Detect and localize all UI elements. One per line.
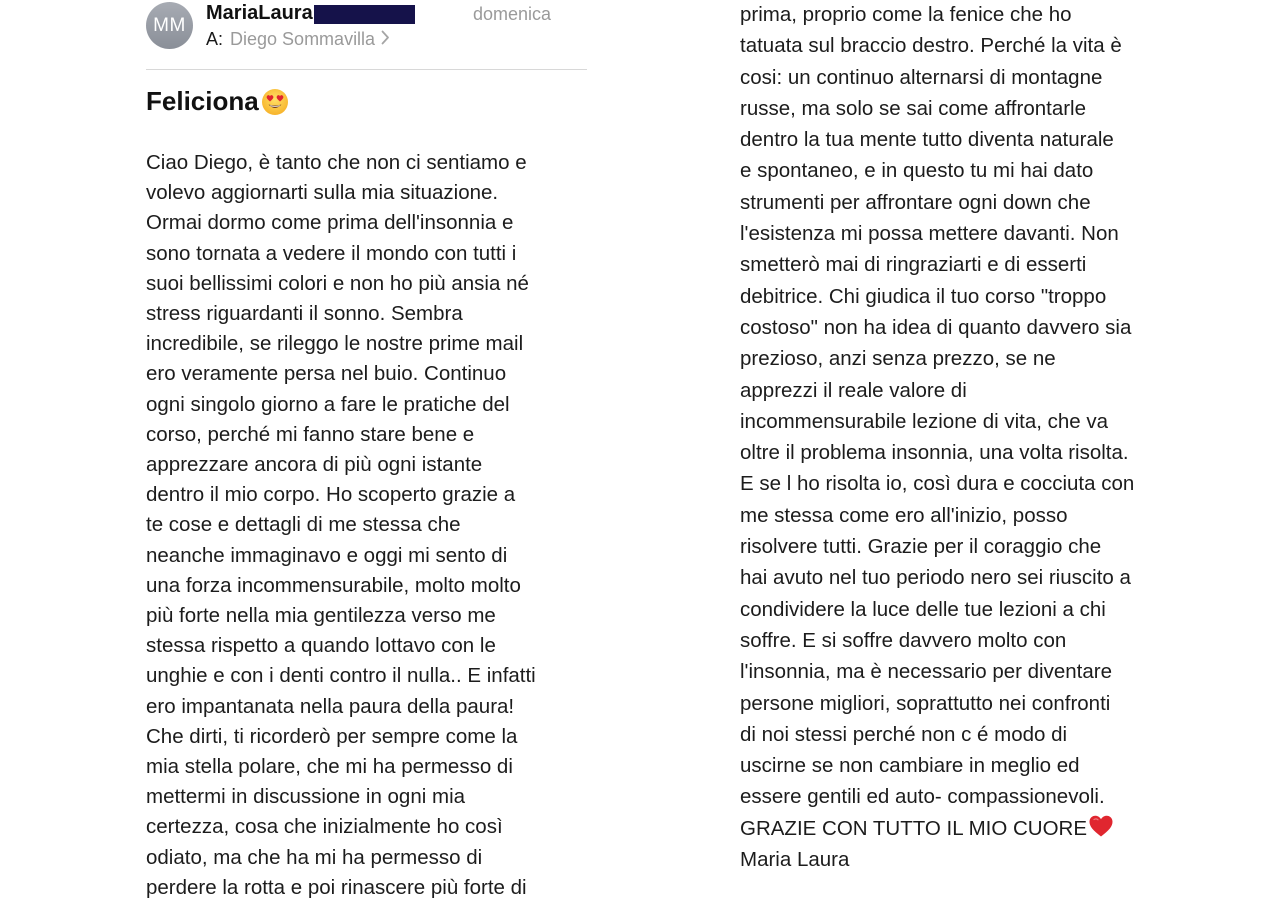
body-line: ero impantanata nella paura della paura!: [146, 694, 515, 718]
chevron-right-icon[interactable]: [381, 29, 390, 50]
closing-text: GRAZIE CON TUTTO IL MIO CUORE: [740, 816, 1088, 840]
signature: Maria Laura: [740, 848, 850, 872]
body-line: l'esistenza mi possa mettere davanti. Non: [740, 222, 1119, 246]
body-line: Che dirti, ti ricorderò per sempre come la: [146, 724, 518, 748]
body-line: hai avuto nel tuo periodo nero sei riuscito a: [740, 566, 1131, 590]
body-line: apprezzi il reale valore di: [740, 378, 967, 402]
sender-name-row: [206, 2, 415, 24]
body-line: debitrice. Chi giudica il tuo corso "troppo: [740, 284, 1107, 308]
body-line: te cose e dettagli di me stessa che: [146, 513, 461, 537]
email-body-right-column: [740, 0, 1134, 875]
body-line: corso, perché mi fanno stare bene e: [146, 422, 475, 446]
body-line: di noi stessi perché non c é modo di: [740, 722, 1068, 746]
recipient-name[interactable]: Diego Sommavilla: [230, 29, 376, 49]
body-line: suoi bellissimi colori e non ho più ansia né: [146, 271, 529, 295]
body-line: tatuata sul braccio destro. Perché la vita è: [740, 34, 1122, 58]
subject-title: Feliciona: [146, 86, 259, 116]
heart-eyes-emoji-icon: [261, 88, 289, 116]
closing-line: [740, 813, 1134, 844]
sender-name: MariaLaura: [206, 1, 313, 24]
redaction-block: [314, 5, 415, 24]
body-line: l'insonnia, ma è necessario per diventare: [740, 660, 1112, 684]
subject-row: [146, 86, 289, 117]
body-line: apprezzare ancora di più ogni istante: [146, 453, 483, 477]
body-line: oltre il problema insonnia, una volta risolta.: [740, 441, 1129, 465]
body-line: russe, ma solo se sai come affrontarle: [740, 96, 1086, 120]
body-line: dentro la tua mente tutto diventa naturale: [740, 128, 1114, 152]
body-line: stessa rispetto a quando lottavo con le: [146, 634, 496, 658]
body-line: smetterò mai di ringraziarti e di esserti: [740, 253, 1087, 277]
body-line: Ormai dormo come prima dell'insonnia e: [146, 211, 514, 235]
body-line: unghie e con i denti contro il nulla.. E infatti: [146, 664, 536, 688]
body-line: uscirne se non cambiare in meglio ed: [740, 754, 1080, 778]
body-line: stress riguardanti il sonno. Sembra: [146, 302, 463, 326]
recipient-row[interactable]: [206, 29, 390, 50]
to-label: A:: [206, 29, 224, 49]
red-heart-icon: [1088, 814, 1114, 838]
body-line: ogni singolo giorno a fare le pratiche del: [146, 392, 510, 416]
body-line: volevo aggiornarti sulla mia situazione.: [146, 181, 499, 205]
body-line: odiato, ma che ha mi ha permesso di: [146, 845, 483, 869]
body-line: risolvere tutti. Grazie per il coraggio che: [740, 535, 1102, 559]
body-line: cosi: un continuo alternarsi di montagne: [740, 65, 1103, 89]
body-line: strumenti per affrontare ogni down che: [740, 190, 1091, 214]
avatar-initials: MM: [153, 14, 186, 36]
body-line: e spontaneo, e in questo tu mi hai dato: [740, 159, 1094, 183]
body-line: prezioso, anzi senza prezzo, se ne: [740, 347, 1056, 371]
avatar[interactable]: [146, 2, 193, 49]
body-line: neanche immaginavo e oggi mi sento di: [146, 543, 508, 567]
body-line: condividere la luce delle tue lezioni a chi: [740, 597, 1106, 621]
email-body-left-column: [146, 148, 536, 903]
body-line: dentro il mio corpo. Ho scoperto grazie a: [146, 483, 516, 507]
body-line: me stessa come ero all'inizio, posso: [740, 503, 1068, 527]
body-line: mettermi in discussione in ogni mia: [146, 785, 466, 809]
body-line: incredibile, se rileggo le nostre prime mail: [146, 332, 524, 356]
body-line: prima, proprio come la fenice che ho: [740, 3, 1072, 26]
body-line: incommensurabile lezione di vita, che va: [740, 409, 1109, 433]
body-line: perdere la rotta e poi rinascere più forte di: [146, 875, 527, 899]
body-line: mia stella polare, che mi ha permesso di: [146, 755, 513, 779]
body-line: più forte nella mia gentilezza verso me: [146, 604, 496, 628]
body-line: una forza incommensurabile, molto molto: [146, 573, 521, 597]
body-line: ero veramente persa nel buio. Continuo: [146, 362, 507, 386]
body-line: Ciao Diego, è tanto che non ci sentiamo e: [146, 151, 527, 174]
body-line: sono tornata a vedere il mondo con tutti i: [146, 241, 517, 265]
message-date: domenica: [473, 4, 552, 24]
header-divider: [146, 69, 587, 70]
body-line: certezza, cosa che inizialmente ho così: [146, 815, 503, 839]
body-line: essere gentili ed auto- compassionevoli.: [740, 785, 1105, 809]
body-line: persone migliori, soprattutto nei confronti: [740, 691, 1111, 715]
body-line: costoso" non ha idea di quanto davvero sia: [740, 315, 1132, 339]
body-line: E se l ho risolta io, così dura e cocciuta con: [740, 472, 1135, 496]
body-line: soffre. E si soffre davvero molto con: [740, 628, 1067, 652]
